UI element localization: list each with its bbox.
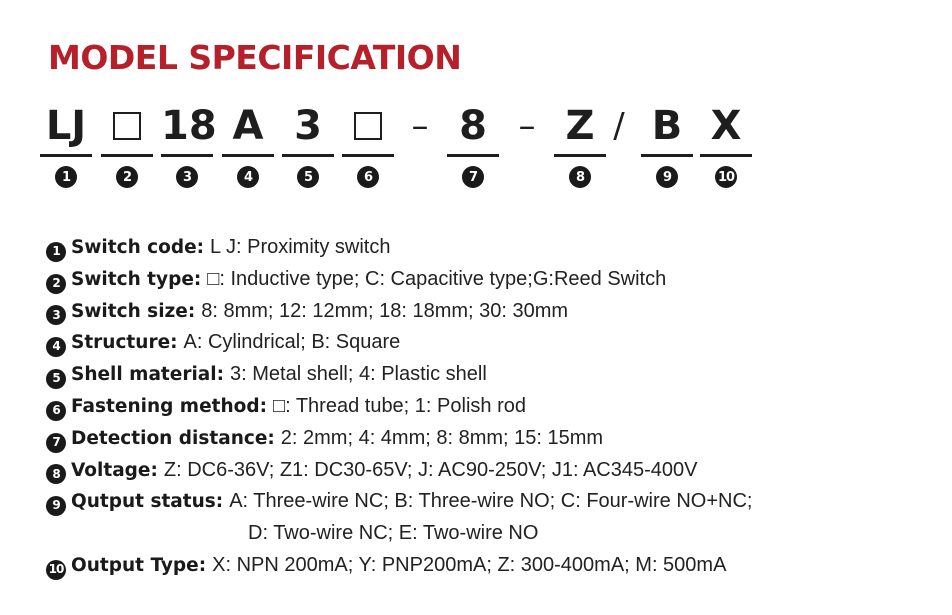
spec-label: Qutput status: xyxy=(71,491,224,513)
code-segment-text: LJ xyxy=(45,103,87,149)
number-badge: 7 xyxy=(46,433,66,453)
spec-list xyxy=(46,232,926,582)
code-underline xyxy=(342,154,394,157)
code-underline xyxy=(641,154,693,157)
code-segment-text: X xyxy=(710,103,742,149)
number-badge-4: 4 xyxy=(237,166,259,188)
spec-label: Structure: xyxy=(71,332,178,354)
code-underline xyxy=(282,154,334,157)
code-underline xyxy=(222,154,274,157)
code-segment-9 xyxy=(641,102,693,157)
spec-label: Switch type: xyxy=(71,268,202,290)
placeholder-box-icon xyxy=(113,112,141,140)
code-segment-1 xyxy=(40,102,92,157)
spec-value: 3: Metal shell; 4: Plastic shell xyxy=(230,363,487,386)
number-badge-5: 5 xyxy=(297,166,319,188)
number-badge: 3 xyxy=(46,305,66,325)
number-badge: 4 xyxy=(46,337,66,357)
code-separator: – xyxy=(411,106,429,146)
number-badge: 6 xyxy=(46,401,66,421)
code-underline xyxy=(554,154,606,157)
spec-value: D: Two-wire NC; E: Two-wire NO xyxy=(248,522,539,545)
spec-label: Detection distance: xyxy=(71,427,275,449)
number-badge-10: 10 xyxy=(715,166,737,188)
code-segment-text: 8 xyxy=(459,103,487,149)
code-segment-text: B xyxy=(651,103,683,149)
code-underline xyxy=(447,154,499,157)
spec-item-switch-size xyxy=(46,296,926,328)
code-underline xyxy=(101,154,153,157)
code-segment-6 xyxy=(342,102,394,157)
spec-item-switch-type xyxy=(46,264,926,296)
spec-label: Shell material: xyxy=(71,364,225,386)
number-badge-3: 3 xyxy=(176,166,198,188)
code-underline xyxy=(40,154,92,157)
code-segment-text: 3 xyxy=(294,103,322,149)
spec-label: Fastening method: xyxy=(71,395,267,417)
code-segment-10 xyxy=(700,102,752,157)
number-badge-1: 1 xyxy=(55,166,77,188)
code-separator: / xyxy=(613,106,625,146)
spec-item-structure xyxy=(46,327,926,359)
spec-value: A: Cylindrical; B: Square xyxy=(183,331,401,354)
page-title: MODEL SPECIFICATION xyxy=(48,38,462,77)
spec-item-fastening-method xyxy=(46,391,926,423)
number-badge-8: 8 xyxy=(569,166,591,188)
code-segment-text: 18 xyxy=(161,103,217,149)
spec-value: A: Three-wire NC; B: Three-wire NO; C: Four-wire NO+NC; xyxy=(229,490,753,513)
number-badge: 1 xyxy=(46,242,66,262)
spec-item-output-type xyxy=(46,550,926,582)
spec-item-output-status-continued xyxy=(46,518,926,550)
number-badge: 9 xyxy=(46,496,66,516)
spec-item-voltage xyxy=(46,455,926,487)
spec-item-output-status xyxy=(46,486,926,518)
number-badge: 8 xyxy=(46,464,66,484)
number-badge: 2 xyxy=(46,274,66,294)
spec-value: Z: DC6-36V; Z1: DC30-65V; J: AC90-250V; J1: AC345-400V xyxy=(163,458,698,481)
spec-value: 8: 8mm; 12: 12mm; 18: 18mm; 30: 30mm xyxy=(201,299,569,322)
number-badge: 10 xyxy=(46,560,66,580)
placeholder-box-icon xyxy=(354,112,382,140)
spec-label: Switch code: xyxy=(71,237,205,258)
number-badge-2: 2 xyxy=(116,166,138,188)
code-segment-3 xyxy=(161,102,217,157)
code-segment-4 xyxy=(222,102,274,157)
code-segment-5 xyxy=(282,102,334,157)
spec-value: □: Thread tube; 1: Polish rod xyxy=(273,394,526,417)
spec-label: Output Type: xyxy=(71,554,207,576)
spec-item-detection-distance xyxy=(46,423,926,455)
code-underline xyxy=(161,154,213,157)
spec-item-shell-material xyxy=(46,359,926,391)
number-badge-6: 6 xyxy=(357,166,379,188)
spec-label: Switch size: xyxy=(71,300,196,322)
spec-value: □: Inductive type; C: Capacitive type;G:Reed Switch xyxy=(207,267,667,290)
code-segment-8 xyxy=(554,102,606,157)
number-badge-7: 7 xyxy=(462,166,484,188)
spec-value: X: NPN 200mA; Y: PNP200mA; Z: 300-400mA; M: 500mA xyxy=(212,553,727,576)
code-segment-7 xyxy=(447,102,499,157)
code-segment-2 xyxy=(101,102,153,157)
spec-value: L J: Proximity switch xyxy=(210,236,391,258)
code-separator: – xyxy=(518,106,536,146)
code-segment-text: Z xyxy=(565,103,595,149)
number-badge: 5 xyxy=(46,369,66,389)
spec-value: 2: 2mm; 4: 4mm; 8: 8mm; 15: 15mm xyxy=(280,426,604,449)
code-underline xyxy=(700,154,752,157)
model-code-row xyxy=(0,102,952,202)
spec-item-switch-code xyxy=(46,232,926,264)
number-badge-9: 9 xyxy=(656,166,678,188)
code-segment-text: A xyxy=(232,103,264,149)
spec-label: Voltage: xyxy=(71,459,158,481)
